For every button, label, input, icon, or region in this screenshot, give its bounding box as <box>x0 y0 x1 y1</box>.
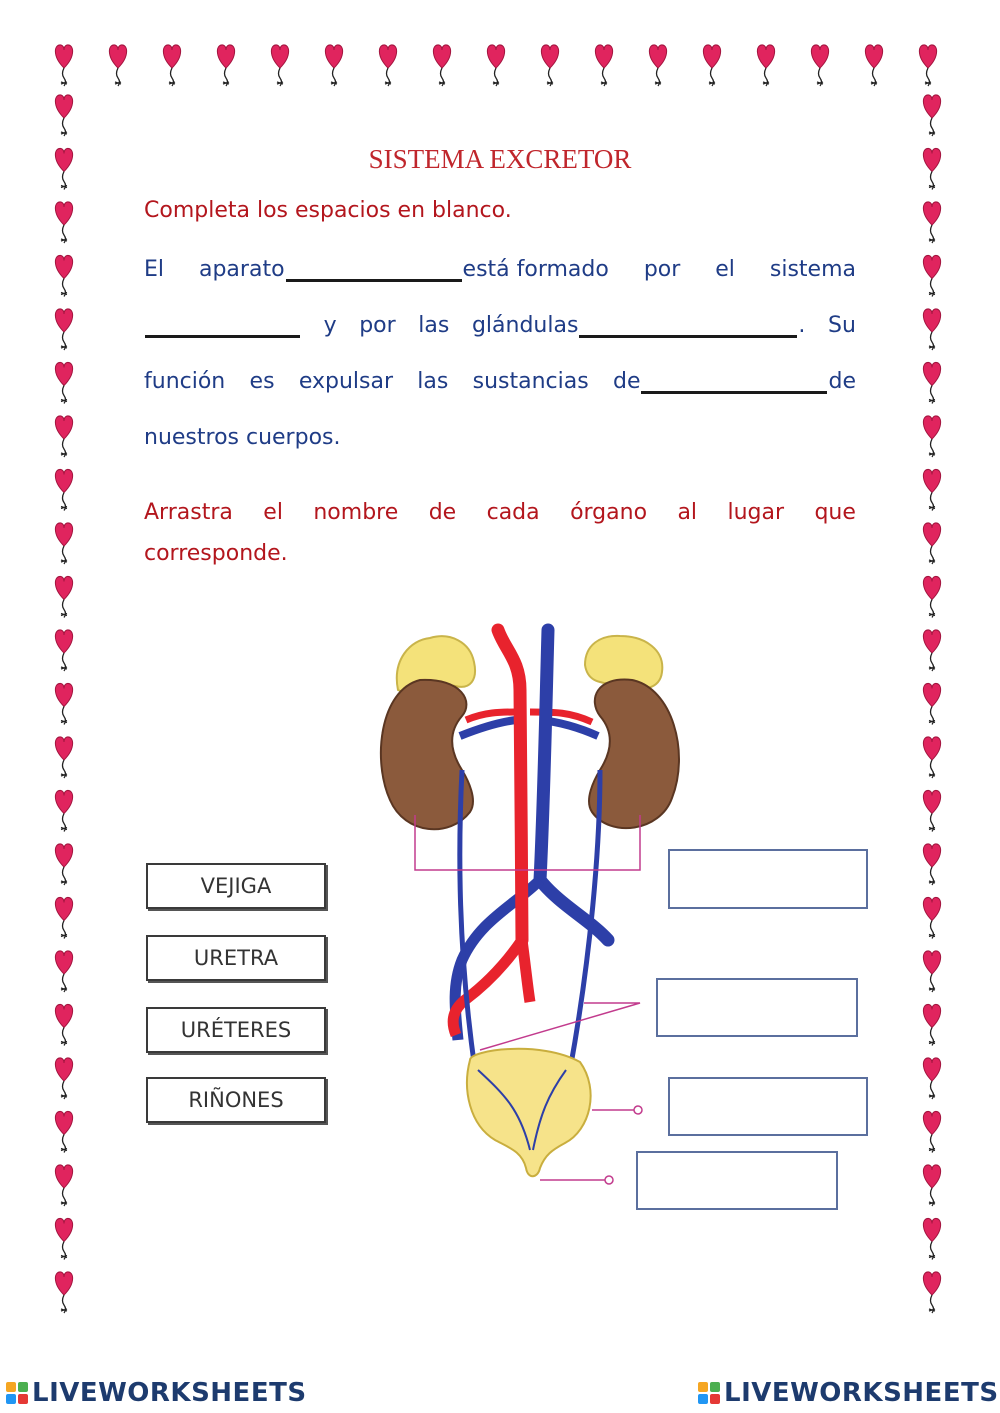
page-title: SISTEMA EXCRETOR <box>368 144 632 174</box>
aorta <box>498 630 522 940</box>
kidney-right <box>589 680 679 829</box>
chip-vejiga[interactable]: VEJIGA <box>146 863 326 909</box>
drop-box-2[interactable] <box>656 978 858 1037</box>
liveworksheets-logo-left: LIVEWORKSHEETS <box>6 1378 307 1408</box>
chip-rinones[interactable]: RIÑONES <box>146 1077 326 1123</box>
paragraph-line-2: y por las glándulas . Su <box>144 308 856 338</box>
chip-ureteres[interactable]: URÉTERES <box>146 1007 326 1053</box>
paragraph-line-1: El aparato está formado por el sistema <box>144 257 856 282</box>
drop-box-3[interactable] <box>668 1077 868 1136</box>
drop-box-1[interactable] <box>668 849 868 909</box>
bladder <box>467 1049 591 1176</box>
paragraph-line-4: nuestros cuerpos. <box>144 425 341 450</box>
drop-box-4[interactable] <box>636 1151 838 1210</box>
liveworksheets-logo-right: LIVEWORKSHEETS <box>698 1378 999 1408</box>
drag-instruction: Arrastra el nombre de cada órgano al lugar que corresponde. <box>144 500 856 566</box>
chip-uretra[interactable]: URETRA <box>146 935 326 981</box>
logo-mark-icon <box>698 1382 720 1404</box>
fill-instruction: Completa los espacios en blanco. <box>144 198 512 223</box>
logo-mark-icon <box>6 1382 28 1404</box>
paragraph-line-3: función es expulsar las sustancias de de <box>144 369 856 394</box>
